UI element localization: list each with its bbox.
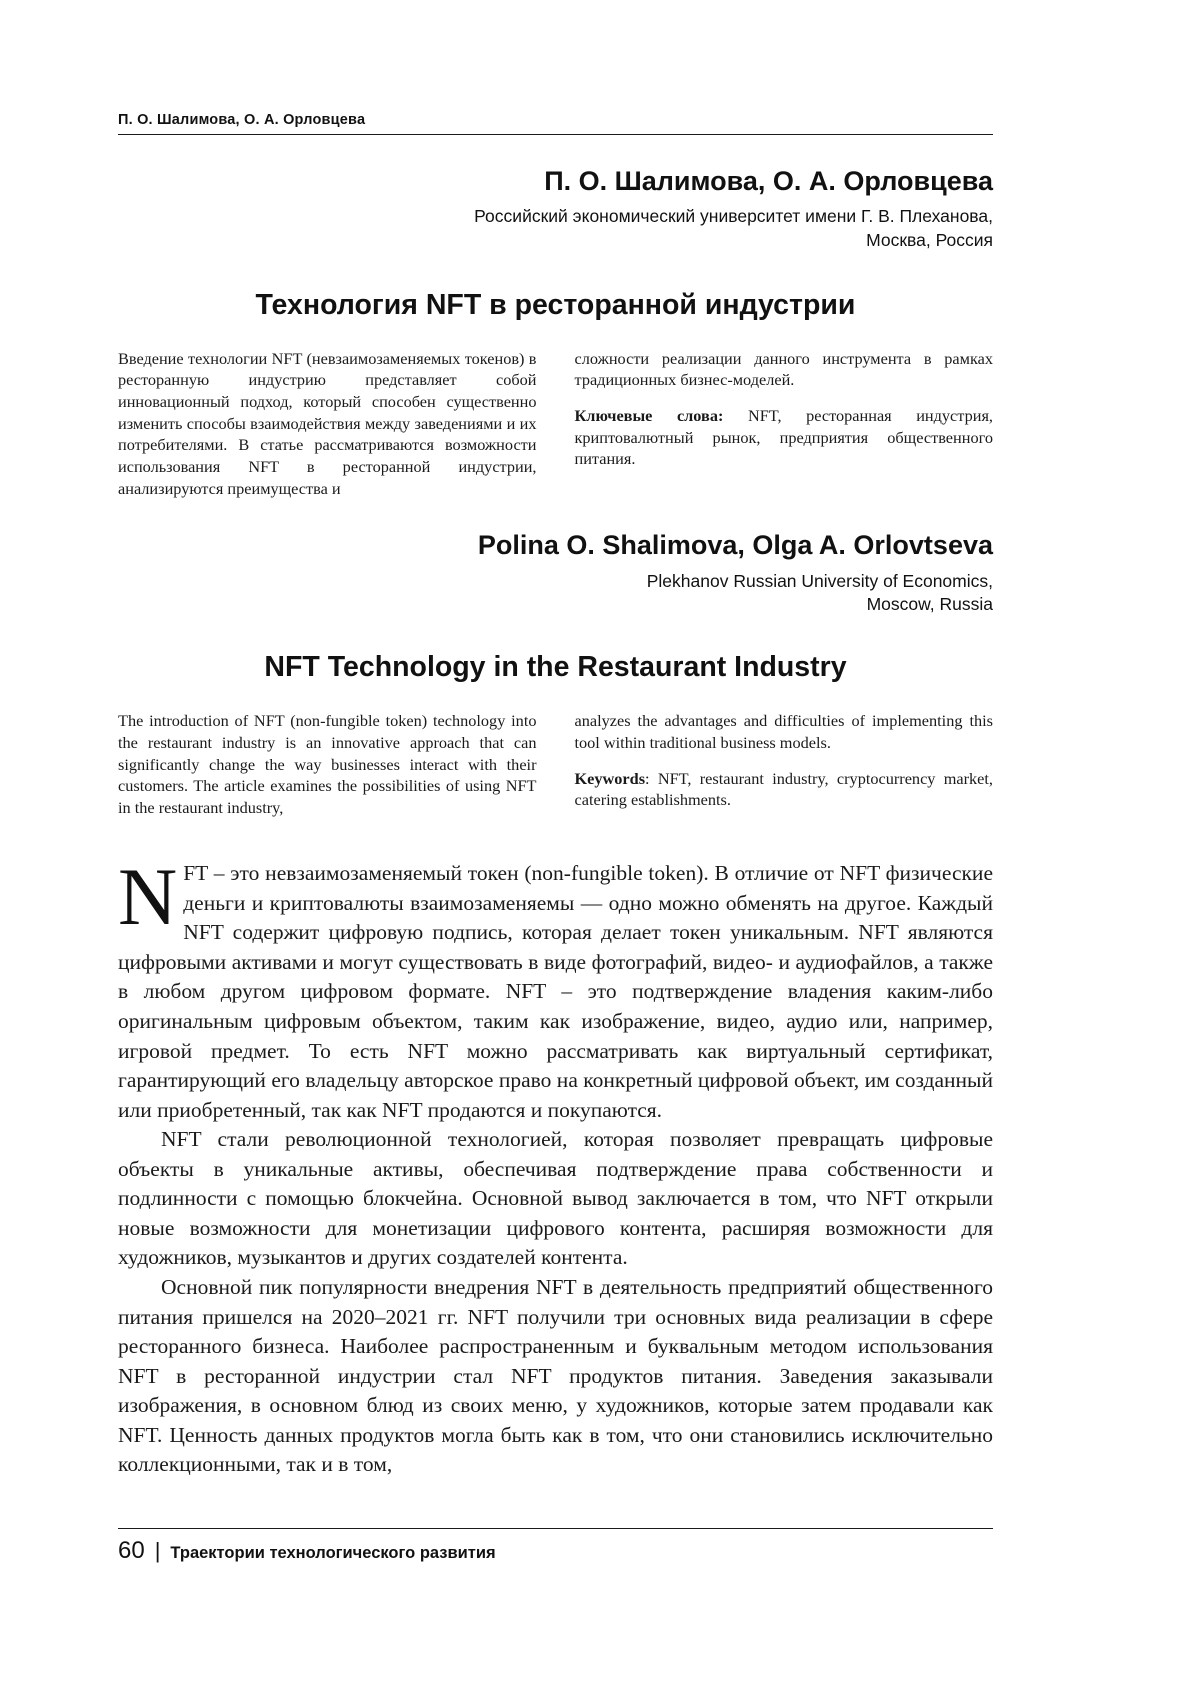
keywords-en [575, 768, 994, 812]
affiliation-ru-line2: Москва, Россия [866, 230, 993, 251]
body-paragraph-3: Основной пик популярности внедрения NFT в деятельность предприятий общественного питания пришелся на 2020–2021 гг. NFT получили три основных вида реализации в сфере ресторанного бизнеса. Наиболее распространенным и буквальным методом использования NFT в ресторанной индустрии стал NFT продуктов питания. Заведения заказывали изображения, в основном блюд из своих меню, у художников, которые затем продавали как NFT. Ценность данных продуктов могла быть как в том, что они становились исключительно коллекционными, так и в том, [118, 1275, 993, 1477]
abstract-ru [118, 348, 993, 500]
abstract-en [118, 710, 993, 819]
authors-ru: П. О. Шалимова, О. А. Орловцева [544, 166, 993, 196]
keywords-ru-label: Ключевые слова: [574, 405, 724, 425]
footer-section-title: Траектории технологического развития [170, 1544, 496, 1562]
keywords-en-label: Keywords [574, 768, 646, 788]
affiliation-en [118, 570, 993, 617]
affiliation-en-line1: Plekhanov Russian University of Economics, [646, 570, 993, 591]
footer-row [118, 1529, 993, 1565]
header-rule [118, 134, 993, 135]
abstract-ru-text-right: сложности реализации данного инструмента в рамках традиционных бизнес-моделей. [574, 348, 993, 390]
authors-en: Polina O. Shalimova, Olga A. Orlovtseva [477, 530, 993, 561]
article-title-ru: Технология NFT в ресторанной индустрии [255, 288, 856, 321]
page-number: 60 [118, 1537, 145, 1564]
keywords-ru [575, 405, 994, 470]
abstract-en-text-left: The introduction of NFT (non-fungible token) technology into the restaurant industry is an innovative approach that can significantly change the way businesses interact with their customers. The article examines the possibilities of using NFT in the restaurant industry, [118, 710, 537, 818]
article-title-en: NFT Technology in the Restaurant Industry [264, 650, 847, 683]
abstract-ru-text-left: Введение технологии NFT (невзаимозаменяемых токенов) в ресторанную индустрию представляет собой инновационный подход, который способен существенно изменить способы взаимодействия между заведениями и их потребителями. В статье рассматриваются возможности использования NFT в ресторанной индустрии, анализируются преимущества и [118, 348, 537, 498]
keywords-en-value: : NFT, restaurant industry, cryptocurrency market, catering establishments. [574, 768, 993, 810]
keywords-ru-value: NFT, ресторанная индустрия, криптовалютный рынок, предприятия общественного питания. [574, 405, 994, 469]
affiliation-ru [118, 205, 993, 252]
body-paragraph-1 [118, 851, 993, 1125]
drop-cap: N [118, 851, 178, 943]
affiliation-en-line2: Moscow, Russia [866, 594, 993, 615]
page-footer [118, 1528, 993, 1565]
running-head: П. О. Шалимова, О. А. Орловцева [118, 112, 366, 128]
abstract-en-text-right: analyzes the advantages and difficulties of implementing this tool within traditional business models. [574, 710, 993, 752]
article-body [118, 851, 993, 1480]
body-paragraph-2: NFT стали революционной технологией, которая позволяет превращать цифровые объекты в уникальные активы, обеспечивая подтверждение права собственности и подлинности с помощью блокчейна. Основной вывод заключается в том, что NFT открыли новые возможности для монетизации цифрового контента, расширяя возможности для художников, музыкантов и других создателей контента. [118, 1127, 993, 1270]
abstract-en-col-right [575, 710, 994, 819]
abstract-en-col-left [118, 710, 537, 819]
affiliation-ru-line1: Российский экономический университет имени Г. В. Плеханова, [474, 206, 993, 227]
body-paragraph-1-text: FT – это невзаимозаменяемый токен (non-fungible token). В отличие от NFT физические деньги и криптовалюты взаимозаменяемы — одно можно обменять на другое. Каждый NFT содержит цифровую подпись, которая делает токен уникальным. NFT являются цифровыми активами и могут существовать в виде фотографий, видео- и аудиофайлов, а также в любом другом цифровом формате. NFT – это подтверждение владения каким-либо оригинальным цифровым объектом, таким как изображение, видео, аудио или, например, игровой предмет. То есть NFT можно рассматривать как виртуальный сертификат, гарантирующий его владельцу авторское право на конкретный цифровой объект, им созданный или приобретенный, так как NFT продаются и покупаются. [118, 861, 993, 1122]
footer-separator: | [154, 1538, 161, 1563]
page-content [118, 112, 993, 1480]
abstract-ru-col-right [575, 348, 994, 500]
abstract-ru-col-left [118, 348, 537, 500]
